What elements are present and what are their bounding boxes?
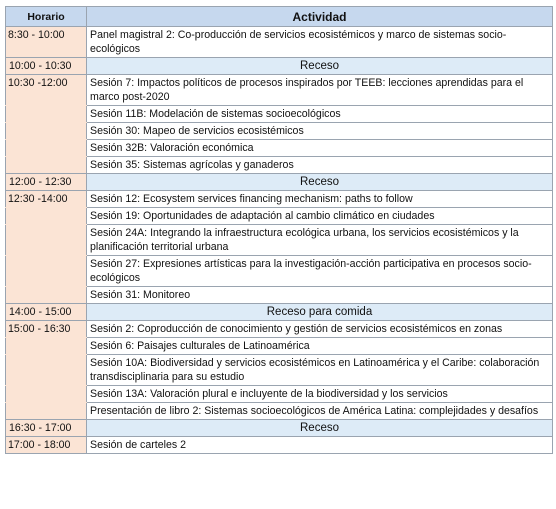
- break-row: [6, 58, 553, 75]
- time-slot: 12:00 - 12:30: [6, 174, 87, 191]
- session-item: Panel magistral 2: Co-producción de servicios ecosistémicos y marco de sistemas socio-ecológicos: [87, 27, 553, 58]
- activity-row: [6, 437, 553, 454]
- activity-row: [6, 27, 553, 58]
- time-slot-continuation: [6, 386, 87, 403]
- session-item: Sesión 24A: Integrando la infraestructura ecológica urbana, los servicios ecosistémicos y la planificación territorial urbana: [87, 225, 553, 256]
- activity-row: [6, 386, 553, 403]
- break-row: [6, 304, 553, 321]
- time-slot-continuation: [6, 140, 87, 157]
- session-item: Sesión 31: Monitoreo: [87, 287, 553, 304]
- activity-row: [6, 321, 553, 338]
- break-row: [6, 174, 553, 191]
- time-slot-continuation: [6, 256, 87, 287]
- time-column-header: Horario: [6, 7, 87, 27]
- time-slot-continuation: [6, 338, 87, 355]
- session-item: Sesión 11B: Modelación de sistemas socioecológicos: [87, 106, 553, 123]
- break-label: Receso para comida: [87, 304, 553, 321]
- activity-row: [6, 225, 553, 256]
- time-slot: 14:00 - 15:00: [6, 304, 87, 321]
- session-item: Sesión 30: Mapeo de servicios ecosistémicos: [87, 123, 553, 140]
- activity-row: [6, 140, 553, 157]
- time-slot: 8:30 - 10:00: [6, 27, 87, 58]
- session-item: Sesión 35: Sistemas agrícolas y ganaderos: [87, 157, 553, 174]
- activity-row: [6, 75, 553, 106]
- session-item: Presentación de libro 2: Sistemas socioecológicos de América Latina: complejidades y desafíos: [87, 403, 553, 420]
- time-slot: 10:30 -12:00: [6, 75, 87, 106]
- session-item: Sesión 10A: Biodiversidad y servicios ecosistémicos en Latinoamérica y el Caribe: colaboración transdisciplinaria para su estudio: [87, 355, 553, 386]
- time-slot: 16:30 - 17:00: [6, 420, 87, 437]
- time-slot: 10:00 - 10:30: [6, 58, 87, 75]
- time-slot-continuation: [6, 106, 87, 123]
- header-row: [6, 7, 553, 27]
- session-item: Sesión 2: Coproducción de conocimiento y gestión de servicios ecosistémicos en zonas: [87, 321, 553, 338]
- time-slot-continuation: [6, 157, 87, 174]
- activity-row: [6, 123, 553, 140]
- activity-row: [6, 191, 553, 208]
- activity-row: [6, 208, 553, 225]
- session-item: Sesión de carteles 2: [87, 437, 553, 454]
- session-item: Sesión 6: Paisajes culturales de Latinoamérica: [87, 338, 553, 355]
- time-slot-continuation: [6, 287, 87, 304]
- activity-row: [6, 287, 553, 304]
- time-slot-continuation: [6, 355, 87, 386]
- break-label: Receso: [87, 58, 553, 75]
- activity-row: [6, 256, 553, 287]
- time-slot-continuation: [6, 225, 87, 256]
- activity-row: [6, 106, 553, 123]
- session-item: Sesión 19: Oportunidades de adaptación al cambio climático en ciudades: [87, 208, 553, 225]
- time-slot-continuation: [6, 208, 87, 225]
- activity-row: [6, 338, 553, 355]
- break-row: [6, 420, 553, 437]
- time-slot: 12:30 -14:00: [6, 191, 87, 208]
- session-item: Sesión 7: Impactos políticos de procesos inspirados por TEEB: lecciones aprendidas para el marco post-2020: [87, 75, 553, 106]
- activity-row: [6, 355, 553, 386]
- session-item: Sesión 12: Ecosystem services financing mechanism: paths to follow: [87, 191, 553, 208]
- activity-column-header: Actividad: [87, 7, 553, 27]
- break-label: Receso: [87, 420, 553, 437]
- time-slot-continuation: [6, 123, 87, 140]
- session-item: Sesión 32B: Valoración económica: [87, 140, 553, 157]
- break-label: Receso: [87, 174, 553, 191]
- activity-row: [6, 403, 553, 420]
- session-item: Sesión 27: Expresiones artísticas para la investigación-acción participativa en procesos socio-ecológicos: [87, 256, 553, 287]
- schedule-table: [5, 6, 553, 454]
- schedule-body: [6, 27, 553, 454]
- time-slot: 17:00 - 18:00: [6, 437, 87, 454]
- time-slot: 15:00 - 16:30: [6, 321, 87, 338]
- activity-row: [6, 157, 553, 174]
- session-item: Sesión 13A: Valoración plural e incluyente de la biodiversidad y los servicios: [87, 386, 553, 403]
- time-slot-continuation: [6, 403, 87, 420]
